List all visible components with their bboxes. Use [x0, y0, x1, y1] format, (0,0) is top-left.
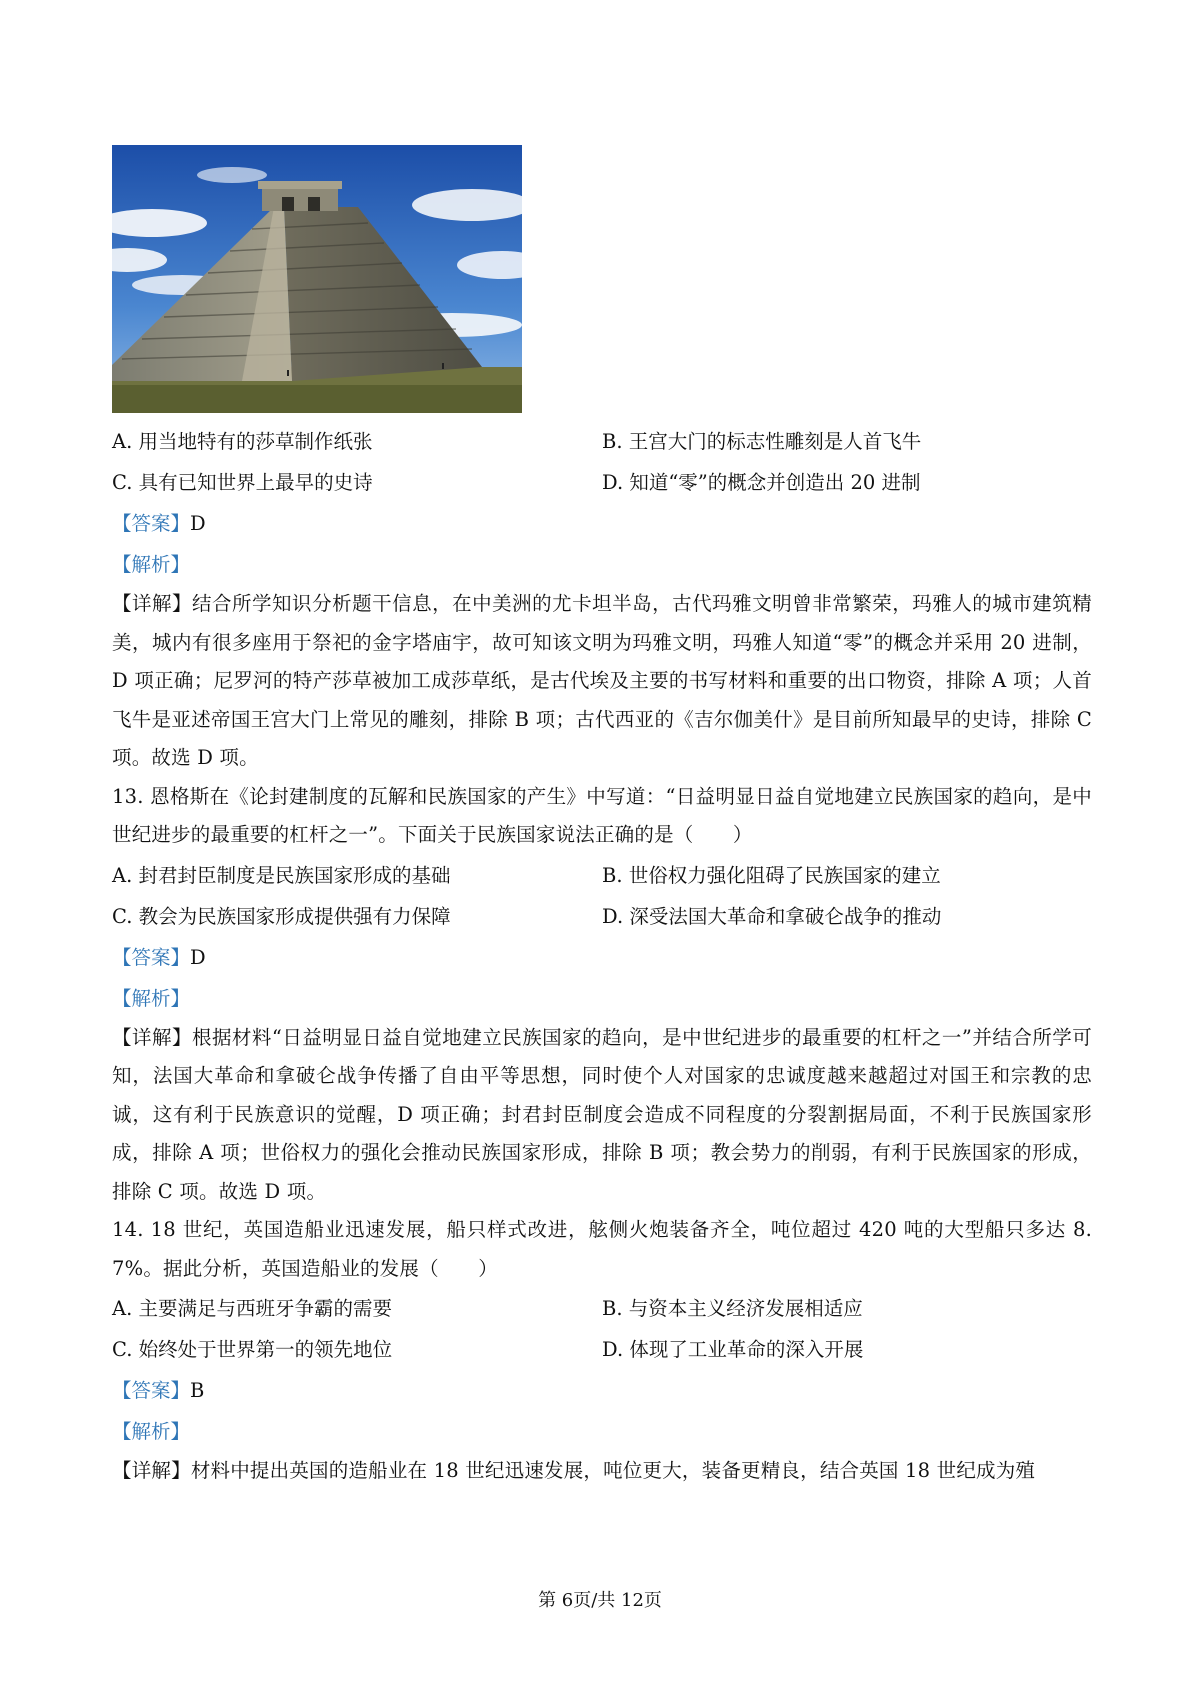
q13-options-row-2: [112, 896, 1092, 937]
page-footer: 第 6页/共 12页: [538, 1590, 662, 1611]
detail-tag: 【详解】: [112, 1459, 191, 1482]
q14-stem: 14. 18 世纪，英国造船业迅速发展，船只样式改进，舷侧火炮装备齐全，吨位超过 420 吨的大型船只多达 8. 7%。据此分析，英国造船业的发展（ ）: [112, 1218, 1092, 1280]
q14-options-row-1: [112, 1288, 1092, 1329]
q13-option-b: B. 世俗权力强化阻碍了民族国家的建立: [602, 863, 941, 887]
q13-detail: [112, 1019, 1092, 1212]
q12-analysis: [112, 544, 1092, 585]
page-content: [112, 145, 1092, 1491]
q12-options-row-2: [112, 462, 1092, 503]
q13-option-d: D. 深受法国大革命和拿破仑战争的推动: [602, 904, 942, 928]
q13-option-a: A. 封君封臣制度是民族国家形成的基础: [112, 863, 451, 887]
q12-option-c: C. 具有已知世界上最早的史诗: [112, 471, 373, 494]
detail-text: 结合所学知识分析题干信息，在中美洲的尤卡坦半岛，古代玛雅文明曾非常繁荣，玛雅人的城市建筑精美，城内有很多座用于祭祀的金字塔庙宇，故可知该文明为玛雅文明，玛雅人知道“零”的概念并采用 20 进制，D 项正确；尼罗河的特产莎草被加工成莎草纸，是古代埃及主要的书写材料和重要的出口物资，排除 A 项；人首飞牛是亚述帝国王宫大门上常见的雕刻，排除 B 项；古代西亚的《吉尔伽美什》是目前所知最早的史诗，排除 C 项。故选 D 项。: [112, 592, 1092, 769]
q13-analysis: [112, 978, 1092, 1019]
analysis-tag: 【解析】: [112, 1420, 191, 1443]
q13-options-row-1: [112, 855, 1092, 896]
q14-option-c: C. 始终处于世界第一的领先地位: [112, 1338, 393, 1361]
q14-option-b: B. 与资本主义经济发展相适应: [602, 1297, 863, 1320]
detail-tag: 【详解】: [112, 592, 193, 615]
q12-options-row-1: [112, 421, 1092, 462]
q14-answer: [112, 1370, 1092, 1411]
q12-option-d: D. 知道“零”的概念并创造出 20 进制: [602, 471, 921, 494]
q12-option-b: B. 王宫大门的标志性雕刻是人首飞牛: [602, 430, 922, 453]
q14-option-a: A. 主要满足与西班牙争霸的需要: [112, 1297, 392, 1320]
pyramid-photo: [112, 145, 522, 413]
answer-tag: 【答案】: [112, 512, 191, 535]
pyramid-image: [112, 145, 522, 413]
q12-option-a: A. 用当地特有的莎草制作纸张: [112, 430, 373, 453]
q14-options-row-2: [112, 1329, 1092, 1370]
answer-value: D: [190, 945, 206, 969]
answer-tag: 【答案】: [112, 1379, 191, 1402]
q13-option-c: C. 教会为民族国家形成提供强有力保障: [112, 904, 451, 928]
answer-value: D: [190, 512, 206, 535]
analysis-tag: 【解析】: [112, 553, 191, 576]
q14-analysis: [112, 1411, 1092, 1452]
analysis-tag: 【解析】: [112, 986, 191, 1010]
detail-tag: 【详解】: [112, 1025, 192, 1049]
q14-option-d: D. 体现了工业革命的深入开展: [602, 1338, 864, 1361]
q12-answer: [112, 503, 1092, 544]
answer-value: B: [190, 1379, 205, 1402]
q14-detail: [112, 1452, 1092, 1491]
q13-stem: 13. 恩格斯在《论封建制度的瓦解和民族国家的产生》中写道：“日益明显日益自觉地建立民族国家的趋向，是中世纪进步的最重要的杠杆之一”。下面关于民族国家说法正确的是（ ）: [112, 784, 1092, 846]
q12-detail: [112, 585, 1092, 778]
detail-text: 根据材料“日益明显日益自觉地建立民族国家的趋向，是中世纪进步的最重要的杠杆之一”并结合所学可知，法国大革命和拿破仑战争传播了自由平等思想，同时使个人对国家的忠诚度越来越超过对国王和宗教的忠诚，这有利于民族意识的觉醒，D 项正确；封君封臣制度会造成不同程度的分裂割据局面，不利于民族国家形成，排除 A 项；世俗权力的强化会推动民族国家形成，排除 B 项；教会势力的削弱，有利于民族国家的形成，排除 C 项。故选 D 项。: [112, 1025, 1092, 1203]
answer-tag: 【答案】: [112, 945, 191, 969]
detail-text: 材料中提出英国的造船业在 18 世纪迅速发展，吨位更大，装备更精良，结合英国 18 世纪成为殖: [190, 1459, 1036, 1482]
q13-answer: [112, 937, 1092, 978]
